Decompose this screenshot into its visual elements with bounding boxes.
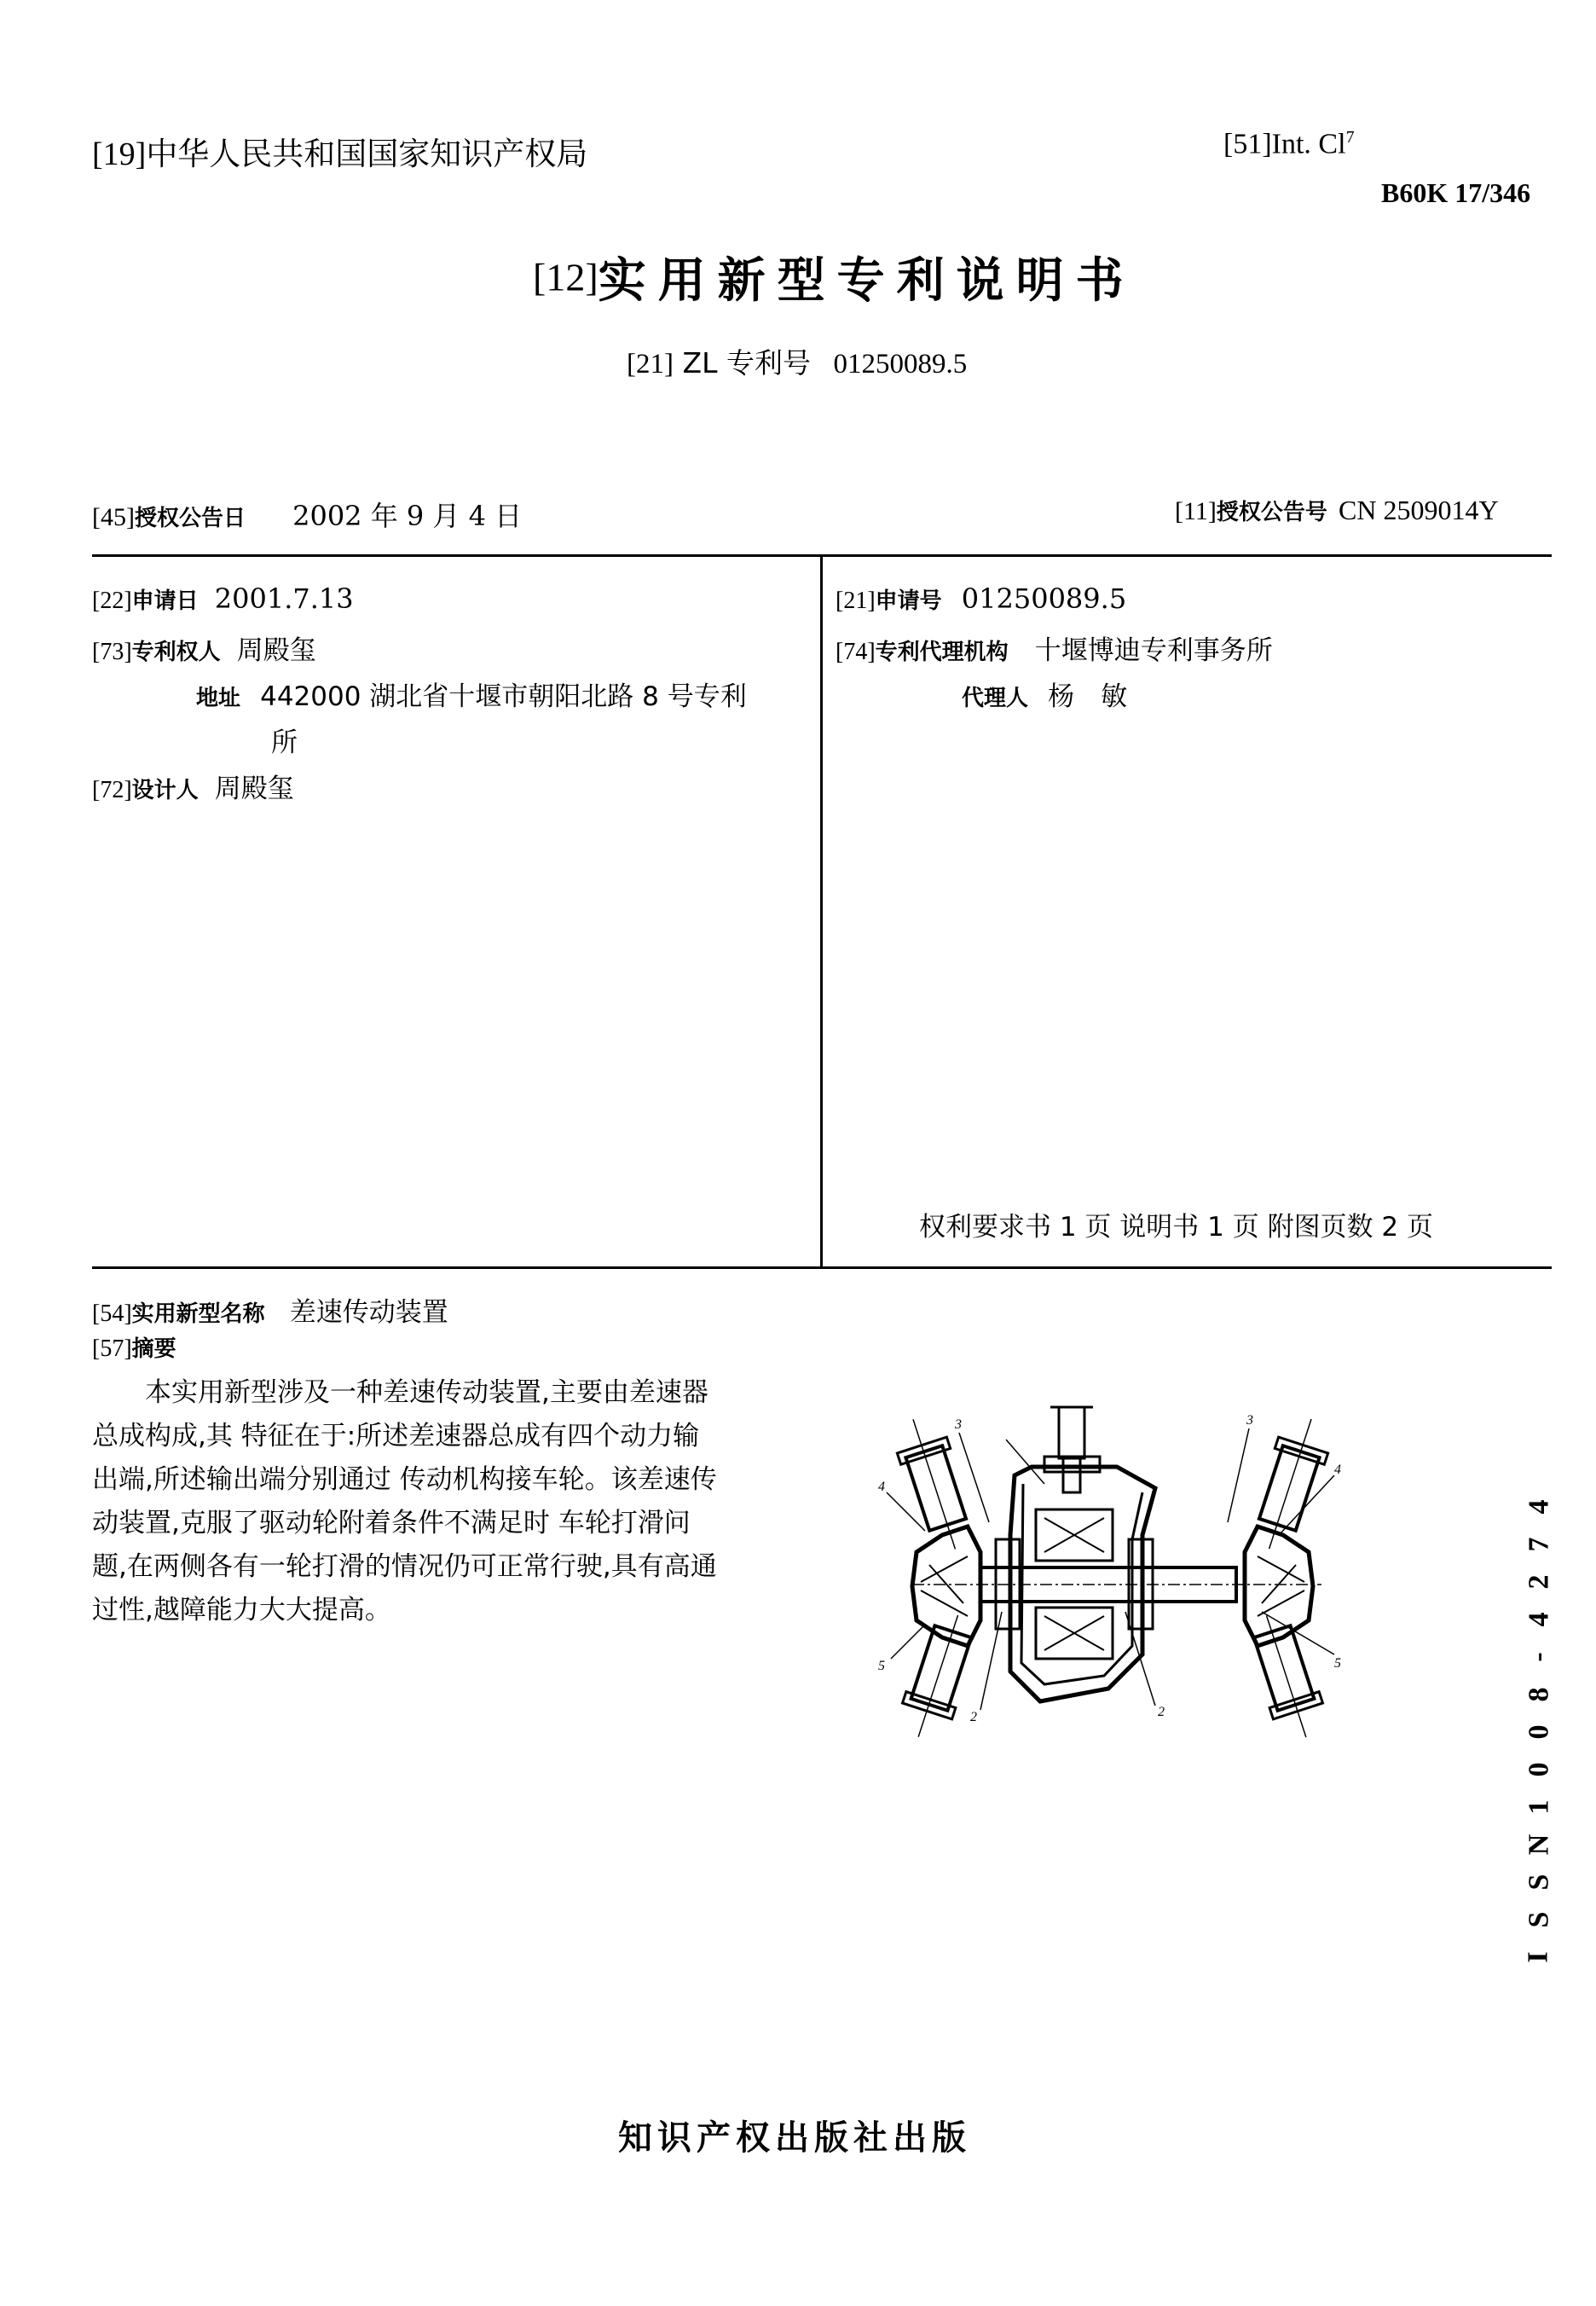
abstract-line: 题,在两侧各有一轮打滑的情况仍可正常行驶,具有高通 — [92, 1551, 717, 1582]
agency: 十堰博迪专利事务所 — [1034, 635, 1273, 666]
abstract-code: [57] — [92, 1336, 132, 1362]
bottom-rule — [92, 1266, 1552, 1269]
grant-no-label: 授权公告号 — [1216, 500, 1327, 525]
abstract-line: 动装置,克服了驱动轮附着条件不满足时 车轮打滑问 — [92, 1508, 691, 1538]
issn-char: N — [1523, 1834, 1554, 1856]
utility-model-name: 差速传动装置 — [289, 1297, 448, 1328]
agency-label: 专利代理机构 — [875, 640, 1009, 665]
designer-label: 设计人 — [131, 778, 199, 803]
column-divider — [820, 554, 823, 1269]
patent-number-line — [627, 341, 967, 381]
agent-label: 代理人 — [962, 686, 1029, 711]
designer: 周殿玺 — [214, 773, 294, 804]
agent-row — [962, 675, 1127, 713]
figure-label: 2 — [970, 1710, 977, 1724]
issn-char: 1 — [1523, 1799, 1554, 1815]
issn-char: 0 — [1523, 1762, 1554, 1777]
app-no-code: [21] — [836, 588, 876, 614]
grant-no-row — [1175, 495, 1499, 526]
app-date-code: [22] — [92, 588, 132, 614]
issn-vertical — [1513, 1488, 1564, 1966]
patent-no-code: [21] — [627, 349, 674, 380]
agency-code: [74] — [836, 639, 876, 665]
issn-char: 0 — [1523, 1724, 1554, 1740]
abstract-line: 总成构成,其 特征在于:所述差速器总成有四个动力输 — [92, 1421, 700, 1451]
issn-char: I — [1522, 1951, 1554, 1963]
grant-no-code: [11] — [1175, 497, 1217, 525]
int-cl-code: [51] — [1223, 128, 1272, 160]
issn-char: 7 — [1523, 1537, 1554, 1552]
address-label: 地址 — [196, 686, 241, 711]
figure-label: 4 — [878, 1480, 885, 1494]
doc-type: 实用新型专利说明书 — [598, 253, 1136, 309]
doc-type-code: [12] — [533, 255, 598, 299]
patent-no-label: ZL 专利号 — [682, 346, 811, 380]
grant-date-row — [92, 495, 522, 534]
issn-char: 8 — [1523, 1687, 1554, 1702]
issn-char: S — [1522, 1874, 1554, 1891]
figure-label: 3 — [955, 1417, 962, 1432]
address-line2: 所 — [271, 727, 298, 758]
figure-label: 4 — [1334, 1463, 1341, 1477]
abstract-text — [92, 1371, 810, 1632]
app-no-row — [836, 582, 1126, 615]
designer-row — [92, 767, 294, 805]
int-cl — [1223, 128, 1355, 160]
app-date: 2001.7.13 — [214, 582, 354, 615]
app-date-row — [92, 582, 354, 615]
abstract-heading — [92, 1331, 176, 1363]
abstract-line: 本实用新型涉及一种差速传动装置,主要由差速器 — [92, 1377, 708, 1408]
int-cl-value: B60K 17/346 — [1381, 177, 1531, 208]
patentee-code: [73] — [92, 639, 132, 665]
issn-char: S — [1522, 1911, 1554, 1928]
figure-label: 2 — [1158, 1705, 1165, 1719]
figure-label: 5 — [878, 1659, 885, 1673]
page-counts: 权利要求书 1 页 说明书 1 页 附图页数 2 页 — [919, 1212, 1433, 1243]
name-label: 实用新型名称 — [131, 1301, 265, 1327]
address-row — [196, 675, 747, 713]
int-cl-sup: 7 — [1345, 128, 1355, 147]
utility-model-name-row — [92, 1290, 448, 1329]
patentee-label: 专利权人 — [131, 640, 221, 665]
patentee-row — [92, 629, 316, 667]
patent-no: 01250089.5 — [833, 349, 968, 380]
document-title — [533, 243, 1136, 311]
app-no-label: 申请号 — [875, 588, 942, 614]
publisher-footer: 知识产权出版社出版 — [618, 2118, 971, 2157]
differential-drawing — [861, 1382, 1364, 1724]
app-date-label: 申请日 — [131, 588, 199, 614]
issn-char: 2 — [1523, 1574, 1554, 1590]
office-name: 中华人民共和国国家知识产权局 — [146, 136, 588, 172]
grant-date-code: [45] — [92, 503, 135, 531]
agent: 杨 敏 — [1048, 681, 1128, 712]
figure-label: 3 — [1246, 1413, 1253, 1428]
office-code: [19] — [92, 136, 147, 172]
abstract-line: 过性,越障能力大大提高。 — [92, 1595, 391, 1625]
office-header — [92, 128, 587, 174]
abstract-line: 出端,所述输出端分别通过 传动机构接车轮。该差速传 — [92, 1464, 717, 1495]
name-code: [54] — [92, 1301, 132, 1327]
grant-no: CN 2509014Y — [1338, 495, 1499, 525]
abstract-label: 摘要 — [131, 1336, 176, 1362]
int-cl-label: Int. Cl — [1271, 128, 1346, 160]
grant-date-label: 授权公告日 — [134, 506, 246, 531]
address-line1: 442000 湖北省十堰市朝阳北路 8 号专利 — [260, 681, 747, 712]
grant-date: 2002 年 9 月 4 日 — [292, 500, 523, 532]
figure-label: 5 — [1334, 1656, 1341, 1671]
patentee: 周殿玺 — [236, 635, 316, 666]
issn-char: - — [1522, 1652, 1554, 1662]
issn-char: 4 — [1523, 1499, 1554, 1515]
issn-char: 4 — [1523, 1612, 1554, 1627]
app-no: 01250089.5 — [961, 582, 1127, 615]
agency-row — [836, 629, 1273, 667]
designer-code: [72] — [92, 777, 132, 803]
